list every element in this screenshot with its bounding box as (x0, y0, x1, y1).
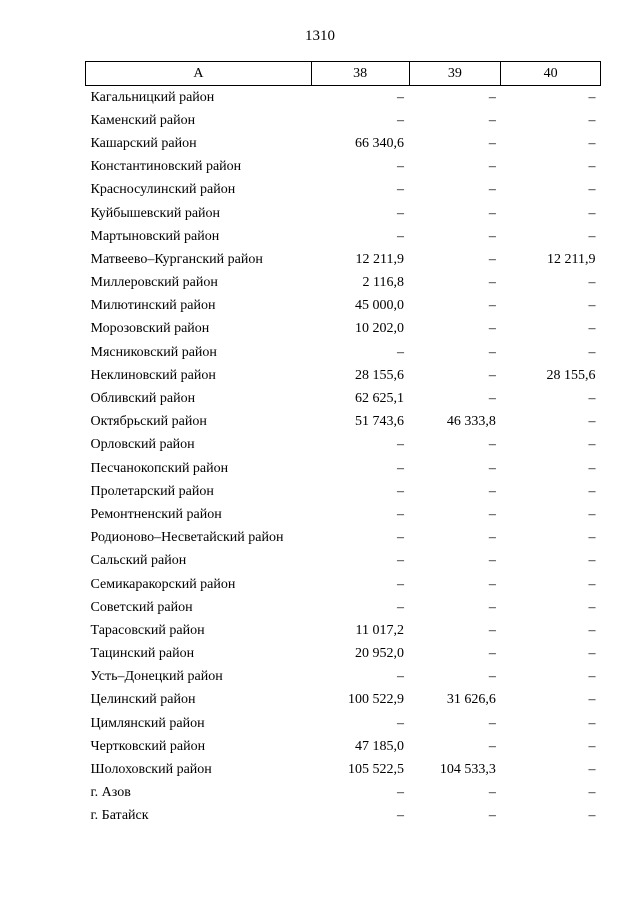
value-cell-39: – (488, 367, 496, 383)
header-cell-39: 39 (409, 62, 501, 86)
value-cell-38: – (397, 506, 405, 522)
table-row (86, 179, 601, 202)
district-name-cell: Целинский район (90, 692, 196, 708)
district-name-cell: Песчанокопский район (90, 460, 229, 476)
value-cell-40: – (588, 437, 596, 453)
district-name-cell: Родионово–Несветайский район (90, 530, 284, 546)
table-row (86, 202, 601, 225)
header-cell-38: 38 (311, 62, 409, 86)
table-row (86, 782, 601, 805)
table-row (86, 364, 601, 387)
district-name-cell: г. Батайск (90, 808, 149, 824)
value-cell-38: – (397, 205, 405, 221)
value-cell-40: – (588, 414, 596, 430)
table-row (86, 434, 601, 457)
district-name-cell: Советский район (90, 599, 193, 615)
table-row (86, 689, 601, 712)
district-name-cell: Миллеровский район (90, 275, 218, 291)
value-cell-40: – (588, 112, 596, 128)
table-body (86, 86, 601, 829)
value-cell-38: 20 952,0 (355, 646, 405, 662)
value-cell-39: – (488, 530, 496, 546)
value-cell-39: – (488, 182, 496, 198)
value-cell-38: – (397, 460, 405, 476)
district-name-cell: Пролетарский район (90, 483, 214, 499)
value-cell-38: – (397, 530, 405, 546)
table-row (86, 805, 601, 828)
table-row (86, 225, 601, 248)
value-cell-39: – (488, 483, 496, 499)
value-cell-38: 2 116,8 (362, 275, 405, 291)
value-cell-40: – (588, 182, 596, 198)
value-cell-38: – (397, 715, 405, 731)
table-row (86, 619, 601, 642)
header-row (86, 62, 601, 86)
table-row (86, 666, 601, 689)
table-row (86, 341, 601, 364)
value-cell-39: 31 626,6 (446, 692, 496, 708)
value-cell-39: – (488, 89, 496, 105)
district-name-cell: Орловский район (90, 437, 195, 453)
value-cell-38: – (397, 344, 405, 360)
value-cell-40: – (588, 159, 596, 175)
page-number: 1310 (305, 28, 335, 44)
value-cell-39: – (488, 437, 496, 453)
value-cell-38: 51 743,6 (355, 414, 405, 430)
table-row (86, 643, 601, 666)
value-cell-38: – (397, 112, 405, 128)
district-name-cell: Усть–Донецкий район (90, 669, 223, 685)
value-cell-38: – (397, 159, 405, 175)
value-cell-39: – (488, 228, 496, 244)
table-row (86, 550, 601, 573)
value-cell-39: 104 533,3 (439, 762, 496, 778)
value-cell-40: – (588, 344, 596, 360)
district-name-cell: Мясниковский район (90, 344, 217, 360)
table-row (86, 295, 601, 318)
value-cell-38: – (397, 576, 405, 592)
value-cell-40: – (588, 298, 596, 314)
district-name-cell: г. Азов (90, 785, 131, 801)
value-cell-38: 28 155,6 (355, 367, 405, 383)
district-name-cell: Семикаракорский район (90, 576, 236, 592)
value-cell-40: – (588, 391, 596, 407)
value-cell-40: – (588, 135, 596, 151)
district-name-cell: Октябрьский район (90, 414, 207, 430)
header-cell-a: А (86, 62, 312, 86)
table-row (86, 758, 601, 781)
value-cell-39: – (488, 460, 496, 476)
district-name-cell: Тацинский район (90, 646, 195, 662)
district-name-cell: Милютинский район (90, 298, 216, 314)
table-row (86, 387, 601, 410)
data-table (85, 61, 601, 828)
district-name-cell: Ремонтненский район (90, 506, 222, 522)
table-row (86, 457, 601, 480)
district-name-cell: Сальский район (90, 553, 187, 569)
value-cell-39: – (488, 576, 496, 592)
table-row (86, 156, 601, 179)
table-row (86, 132, 601, 155)
district-name-cell: Мартыновский район (90, 228, 220, 244)
value-cell-39: 46 333,8 (446, 414, 496, 430)
value-cell-39: – (488, 785, 496, 801)
value-cell-40: – (588, 762, 596, 778)
value-cell-40: 28 155,6 (546, 367, 596, 383)
value-cell-38: – (397, 89, 405, 105)
value-cell-39: – (488, 251, 496, 267)
value-cell-38: – (397, 483, 405, 499)
value-cell-39: – (488, 599, 496, 615)
value-cell-39: – (488, 344, 496, 360)
value-cell-39: – (488, 622, 496, 638)
value-cell-40: – (588, 715, 596, 731)
value-cell-39: – (488, 808, 496, 824)
value-cell-39: – (488, 321, 496, 337)
table-row (86, 573, 601, 596)
value-cell-38: – (397, 228, 405, 244)
value-cell-40: – (588, 646, 596, 662)
value-cell-40: – (588, 785, 596, 801)
value-cell-38: 62 625,1 (355, 391, 405, 407)
district-name-cell: Цимлянский район (90, 715, 205, 731)
value-cell-39: – (488, 738, 496, 754)
value-cell-40: – (588, 460, 596, 476)
value-cell-40: – (588, 89, 596, 105)
value-cell-40: – (588, 669, 596, 685)
table-row (86, 712, 601, 735)
value-cell-38: – (397, 182, 405, 198)
district-name-cell: Красносулинский район (90, 182, 236, 198)
value-cell-38: 66 340,6 (355, 135, 405, 151)
value-cell-38: – (397, 785, 405, 801)
value-cell-40: – (588, 228, 596, 244)
table-row (86, 735, 601, 758)
value-cell-40: – (588, 599, 596, 615)
district-name-cell: Обливский район (90, 391, 196, 407)
value-cell-39: – (488, 669, 496, 685)
value-cell-39: – (488, 391, 496, 407)
value-cell-39: – (488, 715, 496, 731)
value-cell-40: – (588, 483, 596, 499)
value-cell-39: – (488, 298, 496, 314)
value-cell-38: 45 000,0 (355, 298, 405, 314)
value-cell-38: 12 211,9 (355, 251, 405, 267)
value-cell-39: – (488, 506, 496, 522)
value-cell-40: – (588, 275, 596, 291)
value-cell-39: – (488, 646, 496, 662)
value-cell-39: – (488, 159, 496, 175)
value-cell-39: – (488, 275, 496, 291)
table-row (86, 411, 601, 434)
value-cell-38: 47 185,0 (355, 738, 405, 754)
district-name-cell: Неклиновский район (90, 367, 216, 383)
district-name-cell: Шолоховский район (90, 762, 212, 778)
table-row (86, 503, 601, 526)
table-row (86, 109, 601, 132)
table-row (86, 248, 601, 271)
value-cell-40: – (588, 506, 596, 522)
district-name-cell: Куйбышевский район (90, 205, 221, 221)
value-cell-39: – (488, 135, 496, 151)
header-cell-40: 40 (501, 62, 601, 86)
value-cell-39: – (488, 112, 496, 128)
value-cell-38: – (397, 437, 405, 453)
value-cell-40: – (588, 576, 596, 592)
value-cell-40: – (588, 553, 596, 569)
district-name-cell: Матвеево–Курганский район (90, 251, 263, 267)
value-cell-40: – (588, 205, 596, 221)
district-name-cell: Тарасовский район (90, 622, 205, 638)
table-row (86, 272, 601, 295)
value-cell-38: – (397, 808, 405, 824)
table-row (86, 527, 601, 550)
table-row (86, 480, 601, 503)
value-cell-40: 12 211,9 (547, 251, 596, 267)
table-row (86, 86, 601, 110)
district-name-cell: Кашарский район (90, 135, 197, 151)
value-cell-39: – (488, 553, 496, 569)
district-name-cell: Кагальницкий район (90, 89, 215, 105)
value-cell-38: 100 522,9 (348, 692, 405, 708)
table-row (86, 318, 601, 341)
table-row (86, 596, 601, 619)
district-name-cell: Каменский район (90, 112, 196, 128)
value-cell-40: – (588, 692, 596, 708)
district-name-cell: Константиновский район (90, 159, 242, 175)
value-cell-38: 105 522,5 (348, 762, 405, 778)
value-cell-39: – (488, 205, 496, 221)
value-cell-40: – (588, 530, 596, 546)
value-cell-40: – (588, 808, 596, 824)
value-cell-38: 11 017,2 (355, 622, 405, 638)
value-cell-38: – (397, 669, 405, 685)
value-cell-38: 10 202,0 (355, 321, 405, 337)
value-cell-40: – (588, 321, 596, 337)
district-name-cell: Морозовский район (90, 321, 210, 337)
value-cell-40: – (588, 738, 596, 754)
value-cell-38: – (397, 599, 405, 615)
district-name-cell: Чертковский район (90, 738, 206, 754)
value-cell-38: – (397, 553, 405, 569)
value-cell-40: – (588, 622, 596, 638)
